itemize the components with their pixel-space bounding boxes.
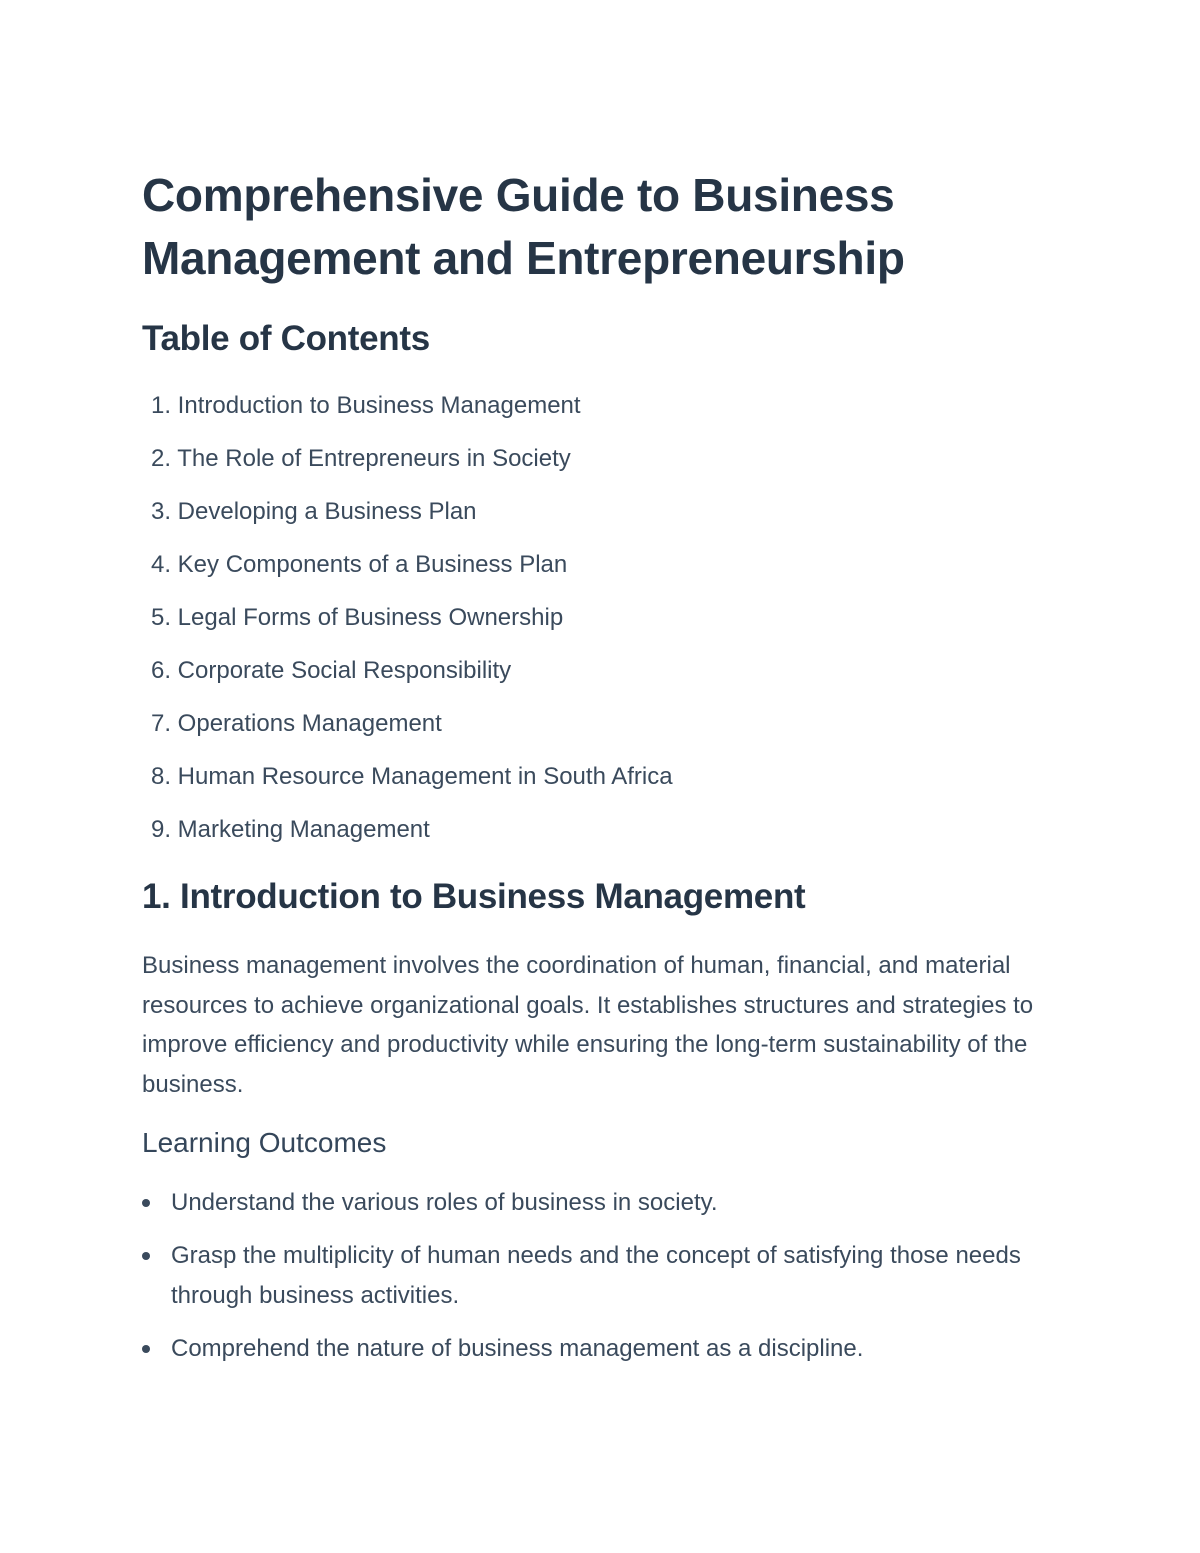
toc-item-label: Developing a Business Plan (177, 498, 477, 525)
toc-item-number: 9. (150, 816, 171, 843)
toc-item-number: 4. (150, 551, 171, 578)
toc-item[interactable] (142, 600, 673, 653)
toc-item[interactable] (142, 547, 673, 600)
toc-item-number: 7. (150, 710, 171, 737)
toc-item-label: Corporate Social Responsibility (177, 657, 512, 684)
section-heading: 1. Introduction to Business Management (142, 877, 806, 916)
toc-heading: Table of Contents (142, 319, 430, 358)
toc-item-number: 2. (150, 445, 171, 472)
toc-item[interactable] (142, 759, 673, 812)
list-item-text: Comprehend the nature of business management as a discipline. (171, 1334, 864, 1362)
toc-item-label: Marketing Management (177, 816, 430, 843)
list-item-text: Grasp the multiplicity of human needs and the concept of satisfying those needs through business activities. (171, 1242, 1021, 1309)
toc-item-label: Human Resource Management in South Africa (177, 763, 673, 790)
toc-item-label: Key Components of a Business Plan (177, 551, 568, 578)
toc-item[interactable] (142, 388, 673, 441)
bullet-icon (142, 1252, 150, 1260)
list-item-text: Understand the various roles of business in society. (171, 1189, 718, 1216)
toc-item-number: 3. (150, 498, 171, 525)
toc-item[interactable] (142, 494, 673, 547)
toc-item-label: The Role of Entrepreneurs in Society (177, 445, 571, 472)
toc-item-number: 8. (150, 763, 171, 790)
document-title: Comprehensive Guide to Business Management and Entrepreneurship (142, 169, 905, 284)
learning-outcomes-heading: Learning Outcomes (142, 1127, 387, 1158)
toc-item[interactable] (142, 812, 673, 865)
toc-item-label: Legal Forms of Business Ownership (177, 604, 564, 631)
list-item (142, 1329, 1042, 1369)
toc-item-label: Introduction to Business Management (177, 392, 581, 419)
list-item (142, 1183, 1042, 1223)
toc-item-number: 1. (150, 392, 171, 419)
bullet-icon (142, 1199, 150, 1207)
learning-outcomes-list (142, 1183, 1042, 1382)
toc-item[interactable] (142, 653, 673, 706)
bullet-icon (142, 1345, 150, 1353)
toc-item-number: 5. (150, 604, 171, 631)
toc-item-label: Operations Management (177, 710, 442, 737)
section-paragraph: Business management involves the coordination of human, financial, and material resources to achieve organizational goals. It establishes structures and strategies to improve efficiency and productivity while ensuring the long-term sustainability of the business. (142, 952, 1034, 1098)
toc-list (142, 388, 673, 865)
toc-item[interactable] (142, 441, 673, 494)
list-item (142, 1236, 1042, 1315)
toc-item-number: 6. (150, 657, 171, 684)
toc-item[interactable] (142, 706, 673, 759)
